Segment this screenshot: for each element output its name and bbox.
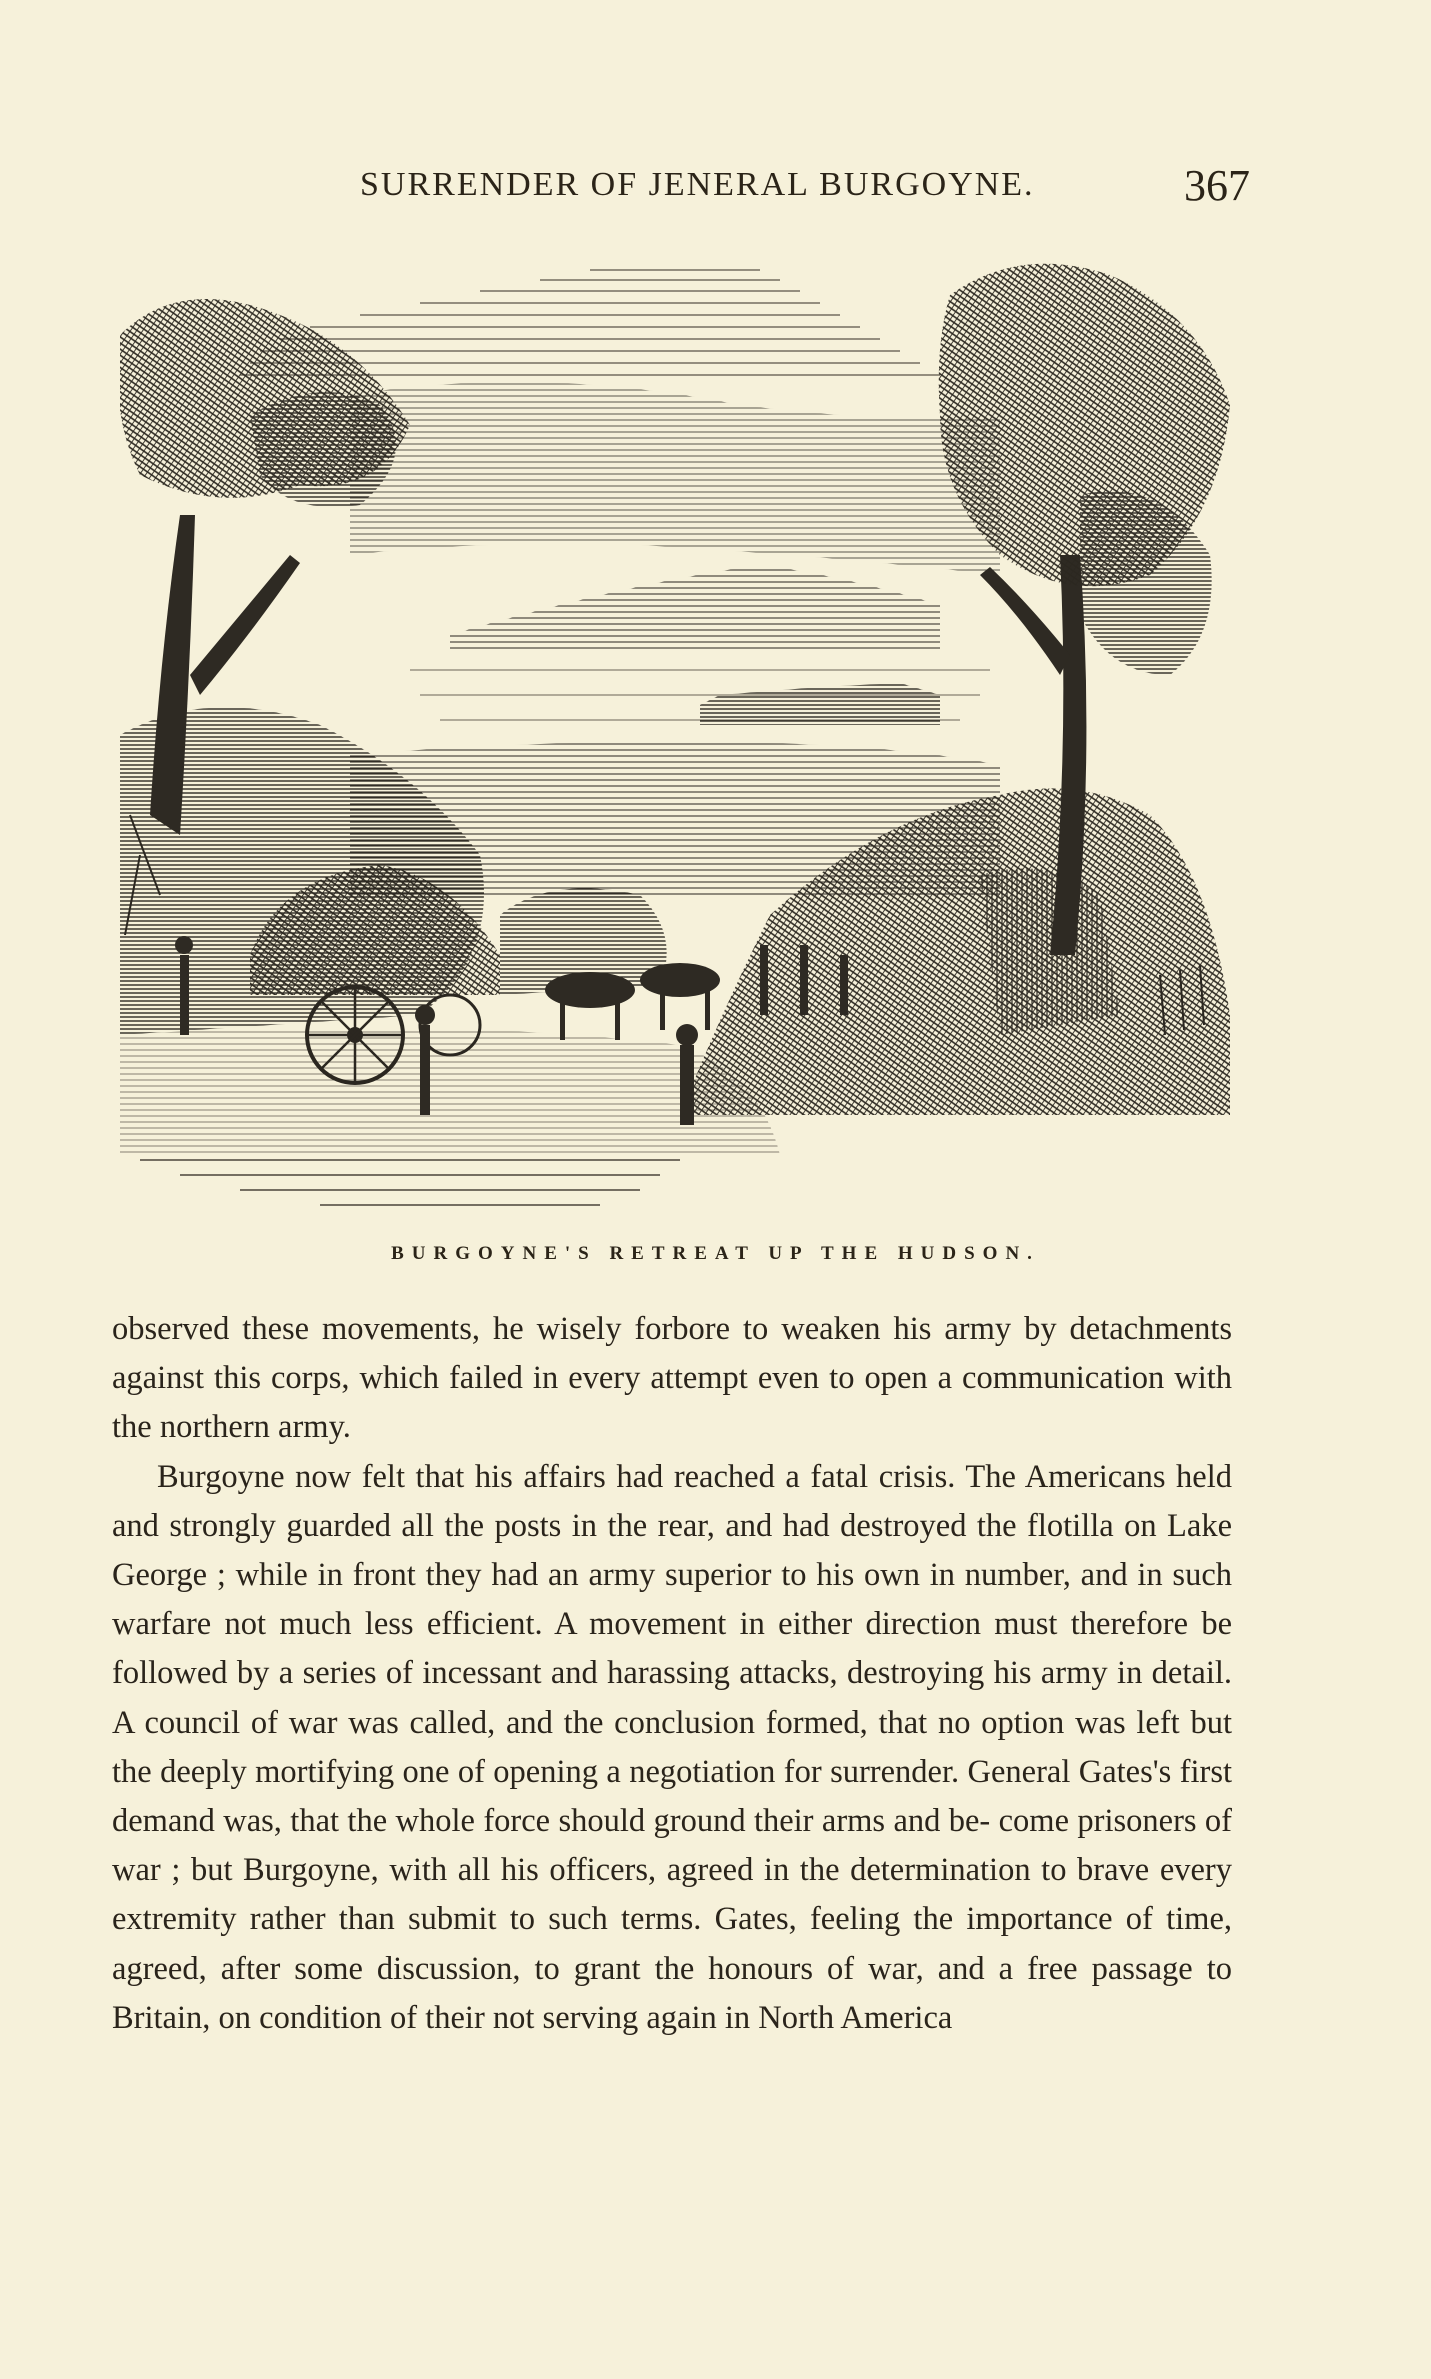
page-number: 367 — [1184, 161, 1250, 210]
engraving-image — [120, 255, 1240, 1220]
running-head: SURRENDER OF JENERAL BURGOYNE. — [360, 166, 1035, 203]
paragraph: observed these movements, he wisely forbore to weaken his army by detachments against this corps, which failed in every attempt even to open a communication with the northern army. — [112, 1311, 1232, 1446]
engraving-illustration — [120, 255, 1240, 1220]
body-text — [112, 1305, 1232, 2043]
illustration-caption: BURGOYNE'S RETREAT UP THE HUDSON. — [391, 1243, 1040, 1264]
page-header — [110, 160, 1250, 220]
paragraph: Burgoyne now felt that his affairs had reached a fatal crisis. The Americans held and strongly guarded all the posts in the rear, and had destroyed the flotilla on Lake George ; while in front they had an army superior to his own in number, and in such warfare not much less efficient. A movement in either direction must therefore be followed by a series of incessant and harassing attacks, destroying his army in detail. A council of war was called, and the conclusion formed, that no option was left but the deeply mortifying one of opening a negotiation for surrender. General Gates's first demand was, that the whole force should ground their arms and be- come prisoners of war ; but Burgoyne, with all his officers, agreed in the determination to brave every extremity rather than submit to such terms. Gates, feeling the importance of time, agreed, after some discussion, to grant the honours of war, and a free passage to Britain, on condition of their not serving again in North America — [112, 1458, 1232, 2036]
